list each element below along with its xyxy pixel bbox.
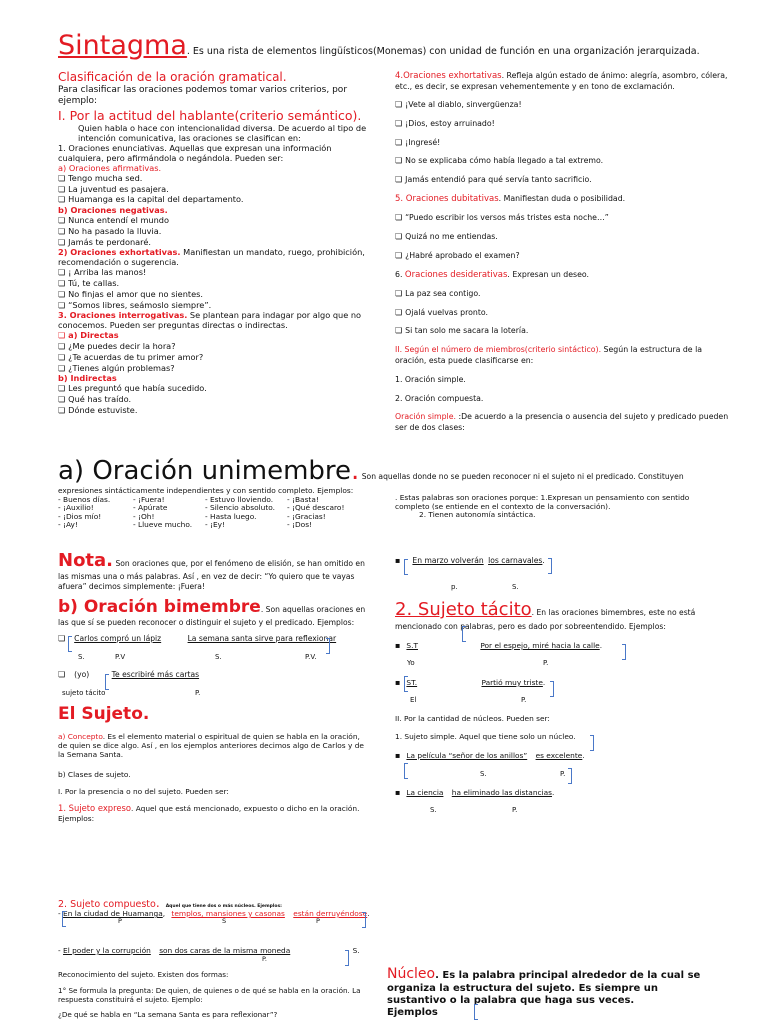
exhortativas-heading: 2) Oraciones exhortativas. (58, 247, 181, 258)
bracket (404, 676, 408, 692)
example-predicate: Por el espejo, miré hacia la calle (480, 641, 600, 650)
example-subject: los carnavales (488, 556, 543, 565)
sujeto-concept (58, 733, 368, 760)
example-predicate: ha eliminado las distancias (451, 788, 553, 797)
example-subject: El poder y la corrupción (63, 946, 151, 955)
tacito-desc: . En las oraciones bimembres, este no está mencionado con palabras, pero es dado por sobreentendido. Ejemplos: (395, 608, 696, 632)
nota-block (58, 549, 378, 592)
expreso-block (58, 803, 368, 824)
label: P. (521, 696, 527, 704)
concept-desc: . Es el elemento material o espiritual de quien se habla en la oración, de quien se dice algo. Así , en los ejemplos anteriores decimos algo de Carlos y de la Semana Santa. (58, 732, 364, 759)
example-item: - ¡Gracias! (287, 511, 326, 521)
page-title: Sintagma (58, 30, 187, 61)
simple-heading: Oración simple. (395, 412, 456, 422)
bracket (622, 644, 626, 660)
list-item: ❏ Ojalá vuelvas pronto. (395, 308, 730, 318)
example-predicate: En la ciudad de Huamanga (63, 909, 163, 918)
example-item: - ¡Basta! (287, 494, 319, 504)
desiderativas-number: 6. (395, 269, 405, 279)
example-item: - ¡Ey! (205, 520, 225, 530)
simple-desc: :De acuerdo a la presencia o ausencia del sujeto y predicado pueden ser de dos clases: (395, 412, 729, 432)
label: S. (215, 653, 222, 661)
list-item: ❏ Tengo mucha sed. (58, 173, 376, 184)
bracket (550, 681, 554, 697)
list-item: ❏ No se explicaba cómo había llegado a tal extremo. (395, 156, 730, 166)
example-subject: Carlos compró un lápiz (74, 634, 162, 643)
list-item: ❏ Jamás te perdonaré. (58, 237, 376, 248)
dubitativas-heading: 5. Oraciones dubitativas (395, 193, 499, 204)
concept-heading: a) Concepto (58, 732, 103, 741)
list-item: ❏ ¿Habré aprobado el examen? (395, 251, 730, 261)
negativas-heading: b) Oraciones negativas. (58, 205, 168, 216)
example-subject: S.T (406, 641, 418, 650)
unimembre-desc-2: expresiones sintácticamente independientes y con sentido completo. Ejemplos: (58, 486, 354, 495)
list-item: ❏ “Puedo escribir los versos más tristes esta noche…” (395, 213, 730, 223)
label: P. (560, 770, 566, 778)
nota-title: Nota. (58, 550, 114, 571)
nucleo-desc: . Es la palabra principal alrededor de la cual se organiza la estructura del sujeto. Es siempre un sustantivo o la palabra que haga sus veces. (387, 970, 701, 1006)
criterion-2-desc: Según la estructura de la oración, esta puede clasificarse en: (395, 345, 703, 365)
bracket (590, 735, 594, 751)
bimembre-desc: . Son aquellas oraciones en las que sí se pueden reconocer o distinguir el sujeto y el predicado. Ejemplos: (58, 605, 366, 628)
tacito-example-2: ▪ ST. Partió muy triste. (395, 678, 545, 688)
compuesto-example-2: - El poder y la corrupción son dos caras de la misma moneda S. (58, 946, 360, 955)
example-predicate: Te escribiré más cartas (111, 670, 200, 679)
unimembre-right (395, 494, 713, 520)
label: Yo (407, 659, 415, 667)
bracket (462, 626, 466, 642)
reconocimiento-2: ¿De qué se habla en “La semana Santa es para reflexionar”? (58, 1010, 278, 1019)
list-item: ❏ ¡Ingresé! (395, 138, 730, 148)
afirmativas-heading: a) Oraciones afirmativas. (58, 162, 162, 173)
exhortativas4-heading: 4.Oraciones exhortativas (395, 71, 502, 81)
bracket (548, 558, 552, 574)
carnaval-example: ▪ En marzo volverán los carnavales. (395, 556, 545, 566)
label: El (410, 696, 417, 704)
nucleo-title: Núcleo (387, 966, 436, 982)
header (58, 30, 738, 63)
simple-example-1: ▪ La película “señor de los anillos” es excelente. (395, 751, 585, 761)
bracket (404, 763, 408, 779)
example-item: - Silencio absoluto. (205, 503, 276, 513)
example-item: - Estuvo lloviendo. (205, 494, 274, 504)
example-subject: La ciencia (406, 788, 444, 797)
example-predicate: es excelente (535, 751, 583, 760)
example-predicate: son dos caras de la misma moneda (159, 946, 291, 955)
list-item: ❏ Si tan solo me sacara la lotería. (395, 326, 730, 336)
bimembre-title: b) Oración bimembre (58, 597, 261, 617)
label: S (222, 917, 227, 925)
unimembre-desc: Son aquellas donde no se pueden reconocer ni el sujeto ni el predicado. Constituyen (359, 472, 684, 481)
bracket (345, 950, 349, 966)
list-item: ❏ Tú, te callas. (58, 278, 376, 289)
example-item: - ¡Qué descaro! (287, 503, 345, 513)
unimembre-note: . Estas palabras son oraciones porque: 1.Expresan un pensamiento con sentido completo (se entiende en el contexto de la conversación). (395, 493, 690, 511)
indirectas-heading: b) Indirectas (58, 373, 117, 384)
label: P. (262, 955, 267, 963)
label: P (316, 917, 320, 925)
type-item: 2. Oración compuesta. (395, 393, 484, 403)
bracket (62, 911, 66, 927)
list-item: ❏ ¿Me puedes decir la hora? (58, 341, 376, 352)
compuesto-block: 2. Sujeto compuesto. Aquel que tiene dos o más núcleos. Ejemplos: (58, 896, 282, 910)
list-item: ❏ Huamanga es la capital del departamento. (58, 194, 376, 205)
nucleos-line: II. Por la cantidad de núcleos. Pueden ser: (395, 714, 550, 723)
implicit-subject: (yo) (74, 670, 90, 679)
example-item: - Hasta luego. (205, 511, 257, 521)
label: S. (430, 806, 437, 814)
left-top-column (58, 70, 376, 416)
bracket (362, 912, 366, 928)
exhortativas-desc: Manifiestan un mandato, ruego, prohibición, recomendación o sugerencia. (58, 247, 365, 268)
list-item: ❏ No ha pasado la lluvia. (58, 226, 376, 237)
tacito-block (395, 598, 725, 633)
example-subject: templos, mansiones y casonas (171, 909, 285, 918)
tacito-title: 2. Sujeto tácito (395, 599, 532, 620)
section-heading: Clasificación de la oración gramatical. (58, 70, 287, 84)
nota-desc: Son oraciones que, por el fenómeno de elisión, se han omitido en las mismas una o más palabras. Así , en vez de decir: “Yo quiero que te vayas afuera” decimos simplemente: ¡Fuera! (58, 559, 365, 592)
example-predicate: En marzo volverán (412, 556, 484, 565)
example-item: - Llueve mucho. (133, 520, 193, 530)
unimembre-dot: . (351, 456, 360, 486)
desiderativas-heading: Oraciones desiderativas (404, 269, 508, 280)
compuesto-heading: 2. Sujeto compuesto (58, 899, 156, 910)
label: P. (195, 689, 201, 697)
label: P. (512, 806, 518, 814)
clases-line: b) Clases de sujeto. (58, 770, 131, 779)
presencia-line: I. Por la presencia o no del sujeto. Pueden ser: (58, 787, 229, 796)
unimembre-left (58, 487, 378, 530)
example-item: - ¡Dios mío! (58, 511, 102, 521)
example-predicate: Partió muy triste (481, 678, 543, 687)
reconocimiento: Reconocimiento del sujeto. Existen dos formas: (58, 970, 229, 979)
simple-line: 1. Sujeto simple. Aquel que tiene solo un núcleo. (395, 732, 576, 741)
label: S. (512, 583, 519, 591)
type-item: 1. Oración simple. (395, 375, 466, 385)
bimembre-example-1 (58, 634, 378, 644)
example-item: - ¡Ay! (58, 520, 78, 530)
list-item: ❏ ¡Dios, estoy arruinado! (395, 119, 730, 129)
directas-heading: ❏ a) Directas (58, 330, 376, 341)
list-item: ❏ La paz sea contigo. (395, 289, 730, 299)
bracket (326, 638, 330, 654)
unimembre-note-2: 2. Tienen autonomía sintáctica. (419, 510, 536, 520)
nucleo-block (387, 966, 717, 1019)
list-item: ❏ La juventud es pasajera. (58, 184, 376, 195)
criterion-2: II. Según el número de miembros(criterio sintáctico). (395, 345, 602, 355)
list-item: ❏ Jamás entendió para qué servía tanto sacrificio. (395, 175, 730, 185)
dubitativas-desc: . Manifiestan duda o posibilidad. (498, 193, 626, 203)
list-item: ❏ ¿Tienes algún problemas? (58, 363, 376, 374)
list-item: ❏ ¡ Arriba las manos! (58, 267, 376, 278)
list-item: ❏ Nunca entendí el mundo (58, 215, 376, 226)
right-top-column (395, 71, 730, 433)
example-predicate: La semana santa sirve para reflexionar (187, 634, 337, 643)
list-item: ❏ Les preguntó que había sucedido. (58, 383, 376, 394)
bracket (568, 768, 572, 784)
bimembre-example-2 (58, 670, 199, 680)
example-predicate: están derruyéndose (293, 909, 368, 918)
example-item: - Apúrate (133, 503, 168, 513)
desiderativas-desc: . Expresan un deseo. (507, 269, 590, 279)
bracket (68, 636, 72, 652)
label: sujeto tácito (62, 689, 106, 697)
label: S. (480, 770, 487, 778)
label: p. (451, 583, 458, 591)
criterion-1-desc: Quien habla o hace con intencionalidad diversa. De acuerdo al tipo de intención comunicativa, las oraciones se clasifican en: (78, 122, 367, 143)
example-item: - ¡Auxilio! (58, 503, 94, 513)
sujeto-title: El Sujeto. (58, 704, 150, 724)
criterion-1: I. Por la actitud del hablante(criterio semántico). (58, 107, 362, 123)
simple-example-2: ▪ La ciencia ha eliminado las distancias. (395, 788, 554, 798)
label: P.V. (305, 653, 317, 661)
list-item: ❏ ¿Te acuerdas de tu primer amor? (58, 352, 376, 363)
interrogativas-desc: Se plantean para indagar por algo que no conocemos. Pueden ser preguntas directas o indirectas. (58, 310, 362, 331)
intro-text: Para clasificar las oraciones podemos tomar varios criterios, por ejemplo: (58, 84, 348, 106)
example-item: - ¡Oh! (133, 511, 155, 521)
compuesto-desc: Aquel que tiene dos o más núcleos. Ejemplos: (165, 904, 282, 909)
bracket (474, 1004, 478, 1020)
list-item: ❏ ¡Vete al diablo, sinvergüenza! (395, 100, 730, 110)
title-definition: . Es una rista de elementos lingüísticos(Monemas) con unidad de función en una organización jerarquizada. (186, 46, 700, 57)
unimembre-title-line (58, 456, 738, 488)
example-item: - Buenos días. (58, 494, 111, 504)
bimembre-block (58, 596, 378, 628)
list-item: ❏ Qué has traído. (58, 394, 376, 405)
list-item: ❏ Quizá no me entiendas. (395, 232, 730, 242)
unimembre-title: a) Oración unimembre (58, 456, 352, 486)
list-item: ❏ No finjas el amor que no sientes. (58, 289, 376, 300)
example-item: - ¡Fuera! (133, 494, 165, 504)
label: S. (352, 946, 360, 955)
label: S. (78, 653, 85, 661)
nucleo-examples: Ejemplos (387, 1006, 438, 1018)
label: P.V (115, 653, 126, 661)
expreso-heading: 1. Sujeto expreso (58, 803, 132, 813)
list-item: ❏ “Somos libres, seámoslo siempre”. (58, 300, 376, 311)
enunciativas-text: 1. Oraciones enunciativas. Aquellas que expresan una información cualquiera, pero afirmándola o negándola. Pueden ser: (58, 142, 332, 163)
exhortativas4-desc: . Refleja algún estado de ánimo: alegría, asombro, cólera, etc., es decir, se expresan vehementemente y en tono de exclamación. (395, 71, 728, 92)
expreso-desc: . Aquel que está mencionado, expuesto o dicho en la oración. Ejemplos: (58, 804, 360, 823)
bracket (105, 674, 109, 690)
tacito-example-1: ▪ S.T Por el espejo, miré hacia la calle. (395, 641, 602, 651)
example-subject: ST. (406, 678, 418, 687)
example-subject: La película “señor de los anillos” (406, 751, 528, 760)
list-item: ❏ Dónde estuviste. (58, 405, 376, 416)
example-item: - ¡Dos! (287, 520, 313, 530)
interrogativas-heading: 3. Oraciones interrogativas. (58, 310, 188, 321)
reconocimiento-1: 1° Se formula la pregunta: De quien, de quienes o de qué se habla en la oración. La respuesta constituirá el sujeto. Ejemplo: (58, 986, 361, 1004)
label: P. (543, 659, 549, 667)
bracket (404, 559, 408, 575)
compuesto-example-1: - En la ciudad de Huamanga, templos, mansiones y casonas están derruyéndose. (58, 909, 370, 918)
label: P (118, 917, 122, 925)
